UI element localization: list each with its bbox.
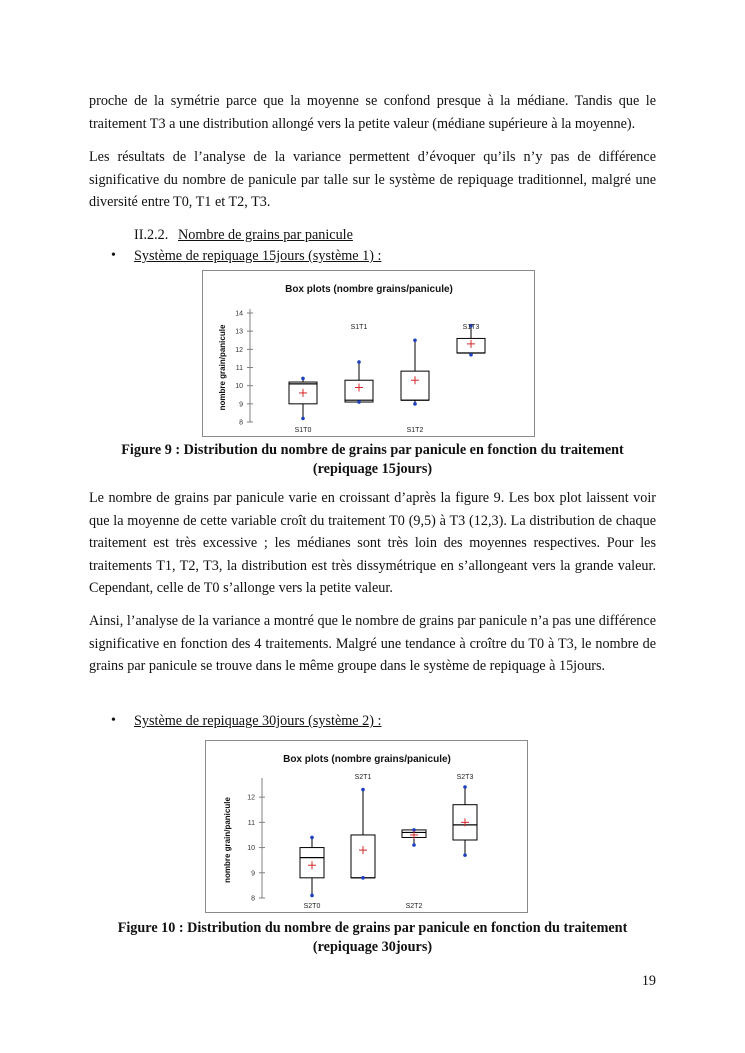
section-heading [134,225,353,245]
y-axis-label: nombre grain/panicule [223,797,232,883]
max-point [413,338,417,342]
figure9-chart [202,270,535,437]
chart-title: Box plots (nombre grains/panicule) [285,284,453,295]
min-point [412,843,416,847]
bullet-system2: Système de repiquage 30jours (système 2) : [134,713,382,729]
paragraph-figure9-analysis: Le nombre de grains par panicule varie en croissant d’après la figure 9. Les box plot laissent voir que la moyenne de cette variable croît du traitement T0 (9,5) à T3 (12,3). La distribution de chaque traitement est très excessive ; les médianes sont très loin des moyennes respectives. Pour les traitements T1, T2, T3, la distribution est très dissymétrique en s’allongeant vers la grande valeur. Cependant, celle de T0 s’allonge vers la petite valeur. [89,490,656,597]
category-label: S2T2 [405,903,423,910]
y-tick-label: 12 [247,794,255,802]
figure9-caption [89,441,656,479]
category-label: S2T0 [303,903,321,910]
min-point [469,353,473,357]
y-tick-label: 13 [235,328,243,336]
y-tick-label: 10 [235,383,243,391]
min-point [463,853,467,857]
box-s1t2 [401,371,429,400]
y-tick-label: 12 [235,346,243,354]
bullet-system1: Système de repiquage 15jours (système 1) : [134,248,382,264]
paragraph-anova-grains: Ainsi, l’analyse de la variance a montré que le nombre de grains par panicule n’a pas une différence significative en fonction des 4 traitements. Malgré une tendance à croître du T0 à T3, le nombre de grains par panicule se trouve dans le même groupe dans le système de repiquage à 15jours. [89,613,656,675]
figure10-chart [205,740,528,913]
figure10-caption-line1: Figure 10 : Distribution du nombre de grains par panicule en fonction du traitement [117,920,628,936]
page-number: 19 [641,973,656,989]
bullet-dot-2: • [111,713,116,728]
category-label: S1T2 [406,427,424,434]
min-point [357,400,361,404]
max-point [463,785,467,789]
category-label: S1T3 [462,324,480,331]
figure9-caption-line1: Figure 9 : Distribution du nombre de grains par panicule en fonction du traitement [121,442,624,458]
max-point [301,377,305,381]
bullet-dot-1: • [111,248,116,263]
section-number: II.2.2. [134,227,169,243]
paragraph-anova-panicule: Les résultats de l’analyse de la variance permettent d’évoquer qu’ils n’y pas de différence significative du nombre de panicule par talle sur le système de repiquage traditionnel, malgré une diversité entre T0, T1 et T2, T3. [89,149,656,211]
y-tick-label: 8 [251,895,255,903]
y-tick-label: 14 [235,310,243,318]
figure9-svg [203,271,534,436]
chart-title: Box plots (nombre grains/panicule) [283,754,451,765]
category-label: S2T3 [456,774,474,781]
paragraph-intro: proche de la symétrie parce que la moyenne se confond presque à la médiane. Tandis que le traitement T3 a une distribution allongé vers la petite valeur (médiane supérieure à la moyenne). [89,93,656,132]
y-tick-label: 9 [239,401,243,409]
min-point [361,876,365,880]
y-tick-label: 9 [251,870,255,878]
figure10-caption-line2: (repiquage 30jours) [312,939,433,955]
max-point [357,360,361,364]
y-axis-label: nombre grain/panicule [218,324,227,411]
y-tick-label: 11 [247,819,255,827]
min-point [310,894,314,898]
max-point [310,836,314,840]
min-point [301,417,305,421]
category-label: S1T1 [350,324,368,331]
y-tick-label: 11 [235,365,243,372]
y-tick-label: 10 [247,845,255,853]
section-title: Nombre de grains par panicule [178,227,353,243]
max-point [361,788,365,792]
box-s2t1 [351,835,375,878]
y-tick-label: 8 [239,419,243,427]
category-label: S1T0 [294,427,312,434]
figure10-caption [89,919,656,957]
category-label: S2T1 [354,774,372,781]
figure9-caption-line2: (repiquage 15jours) [312,461,433,477]
min-point [413,402,417,406]
figure10-svg [206,741,527,912]
